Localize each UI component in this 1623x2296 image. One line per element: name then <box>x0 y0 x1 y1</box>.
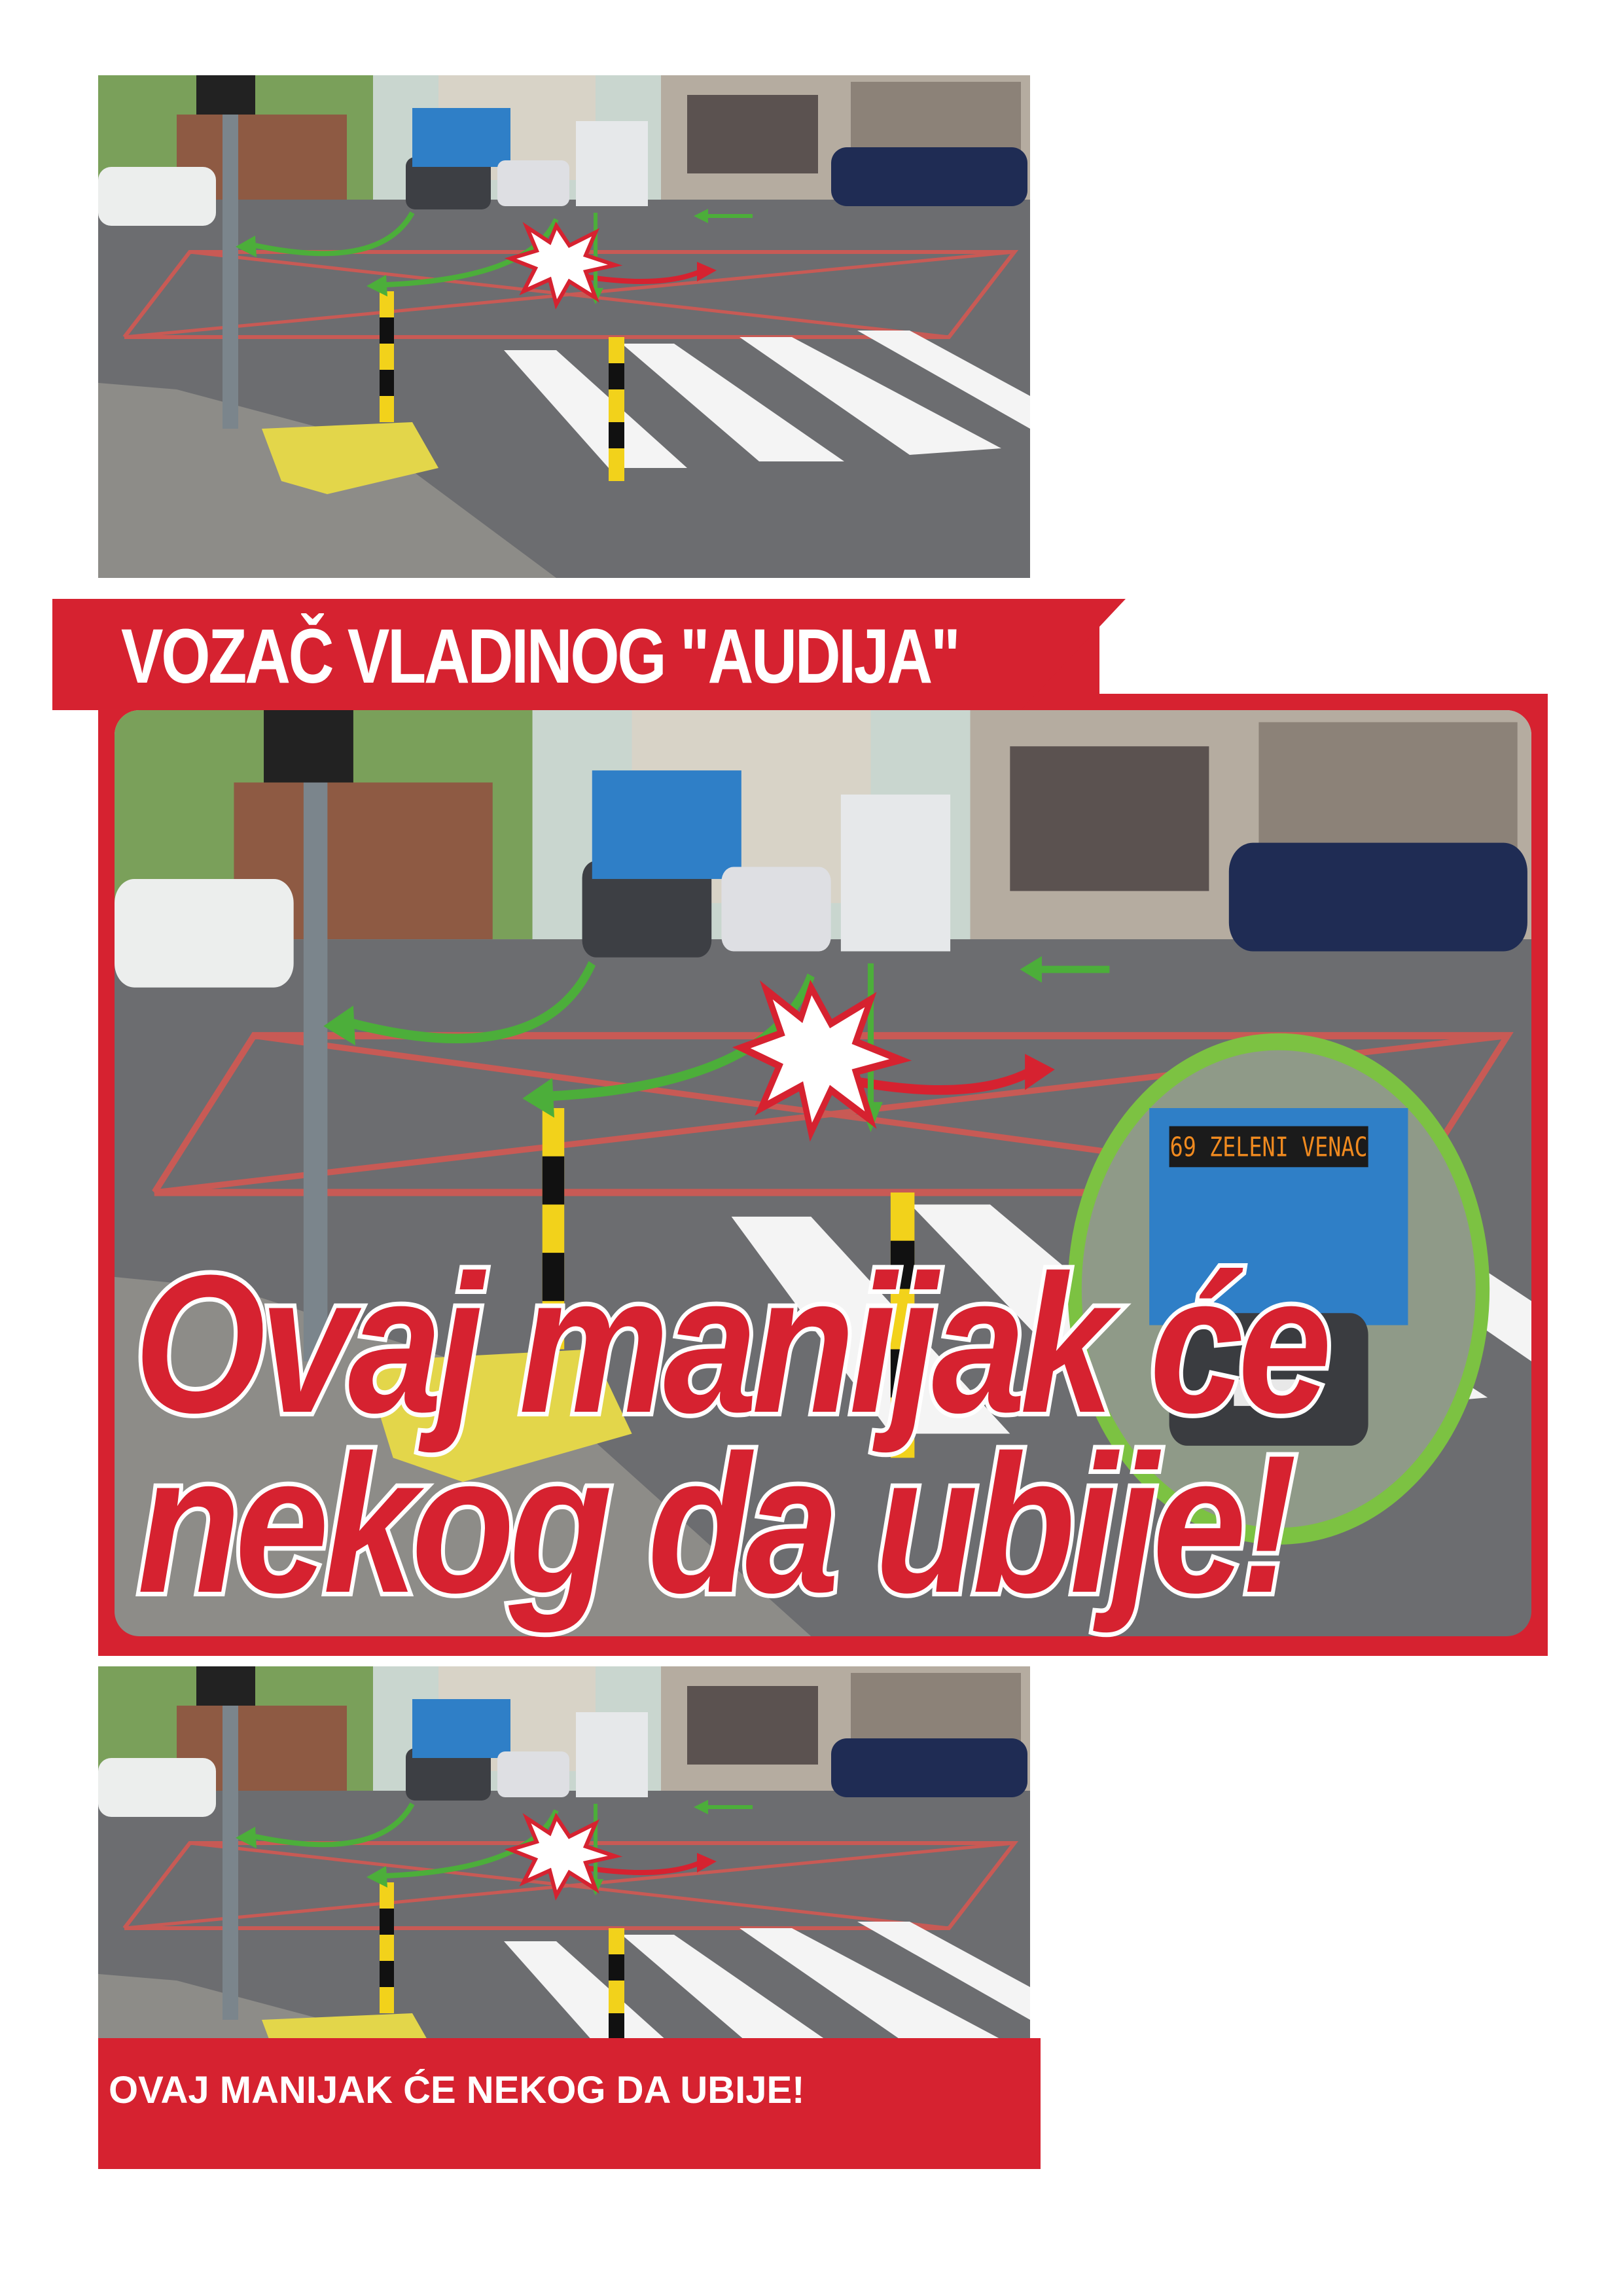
bus-display-text: 69 ZELENI VENAC <box>1169 1132 1368 1163</box>
main-title-line1: Ovaj manijak će <box>134 1234 1327 1454</box>
headline-text: VOZAČ VLADINOG "AUDIJA" <box>121 613 959 700</box>
main-title-line2: nekog da ubije! <box>137 1414 1292 1634</box>
headline-tab-slant <box>1021 599 1126 710</box>
top-street-photo <box>98 75 1030 578</box>
bottom-caption-text: OVAJ MANIJAK ĆE NEKOG DA UBIJE! <box>109 2069 805 2111</box>
bottom-caption-bar <box>98 2038 1041 2169</box>
